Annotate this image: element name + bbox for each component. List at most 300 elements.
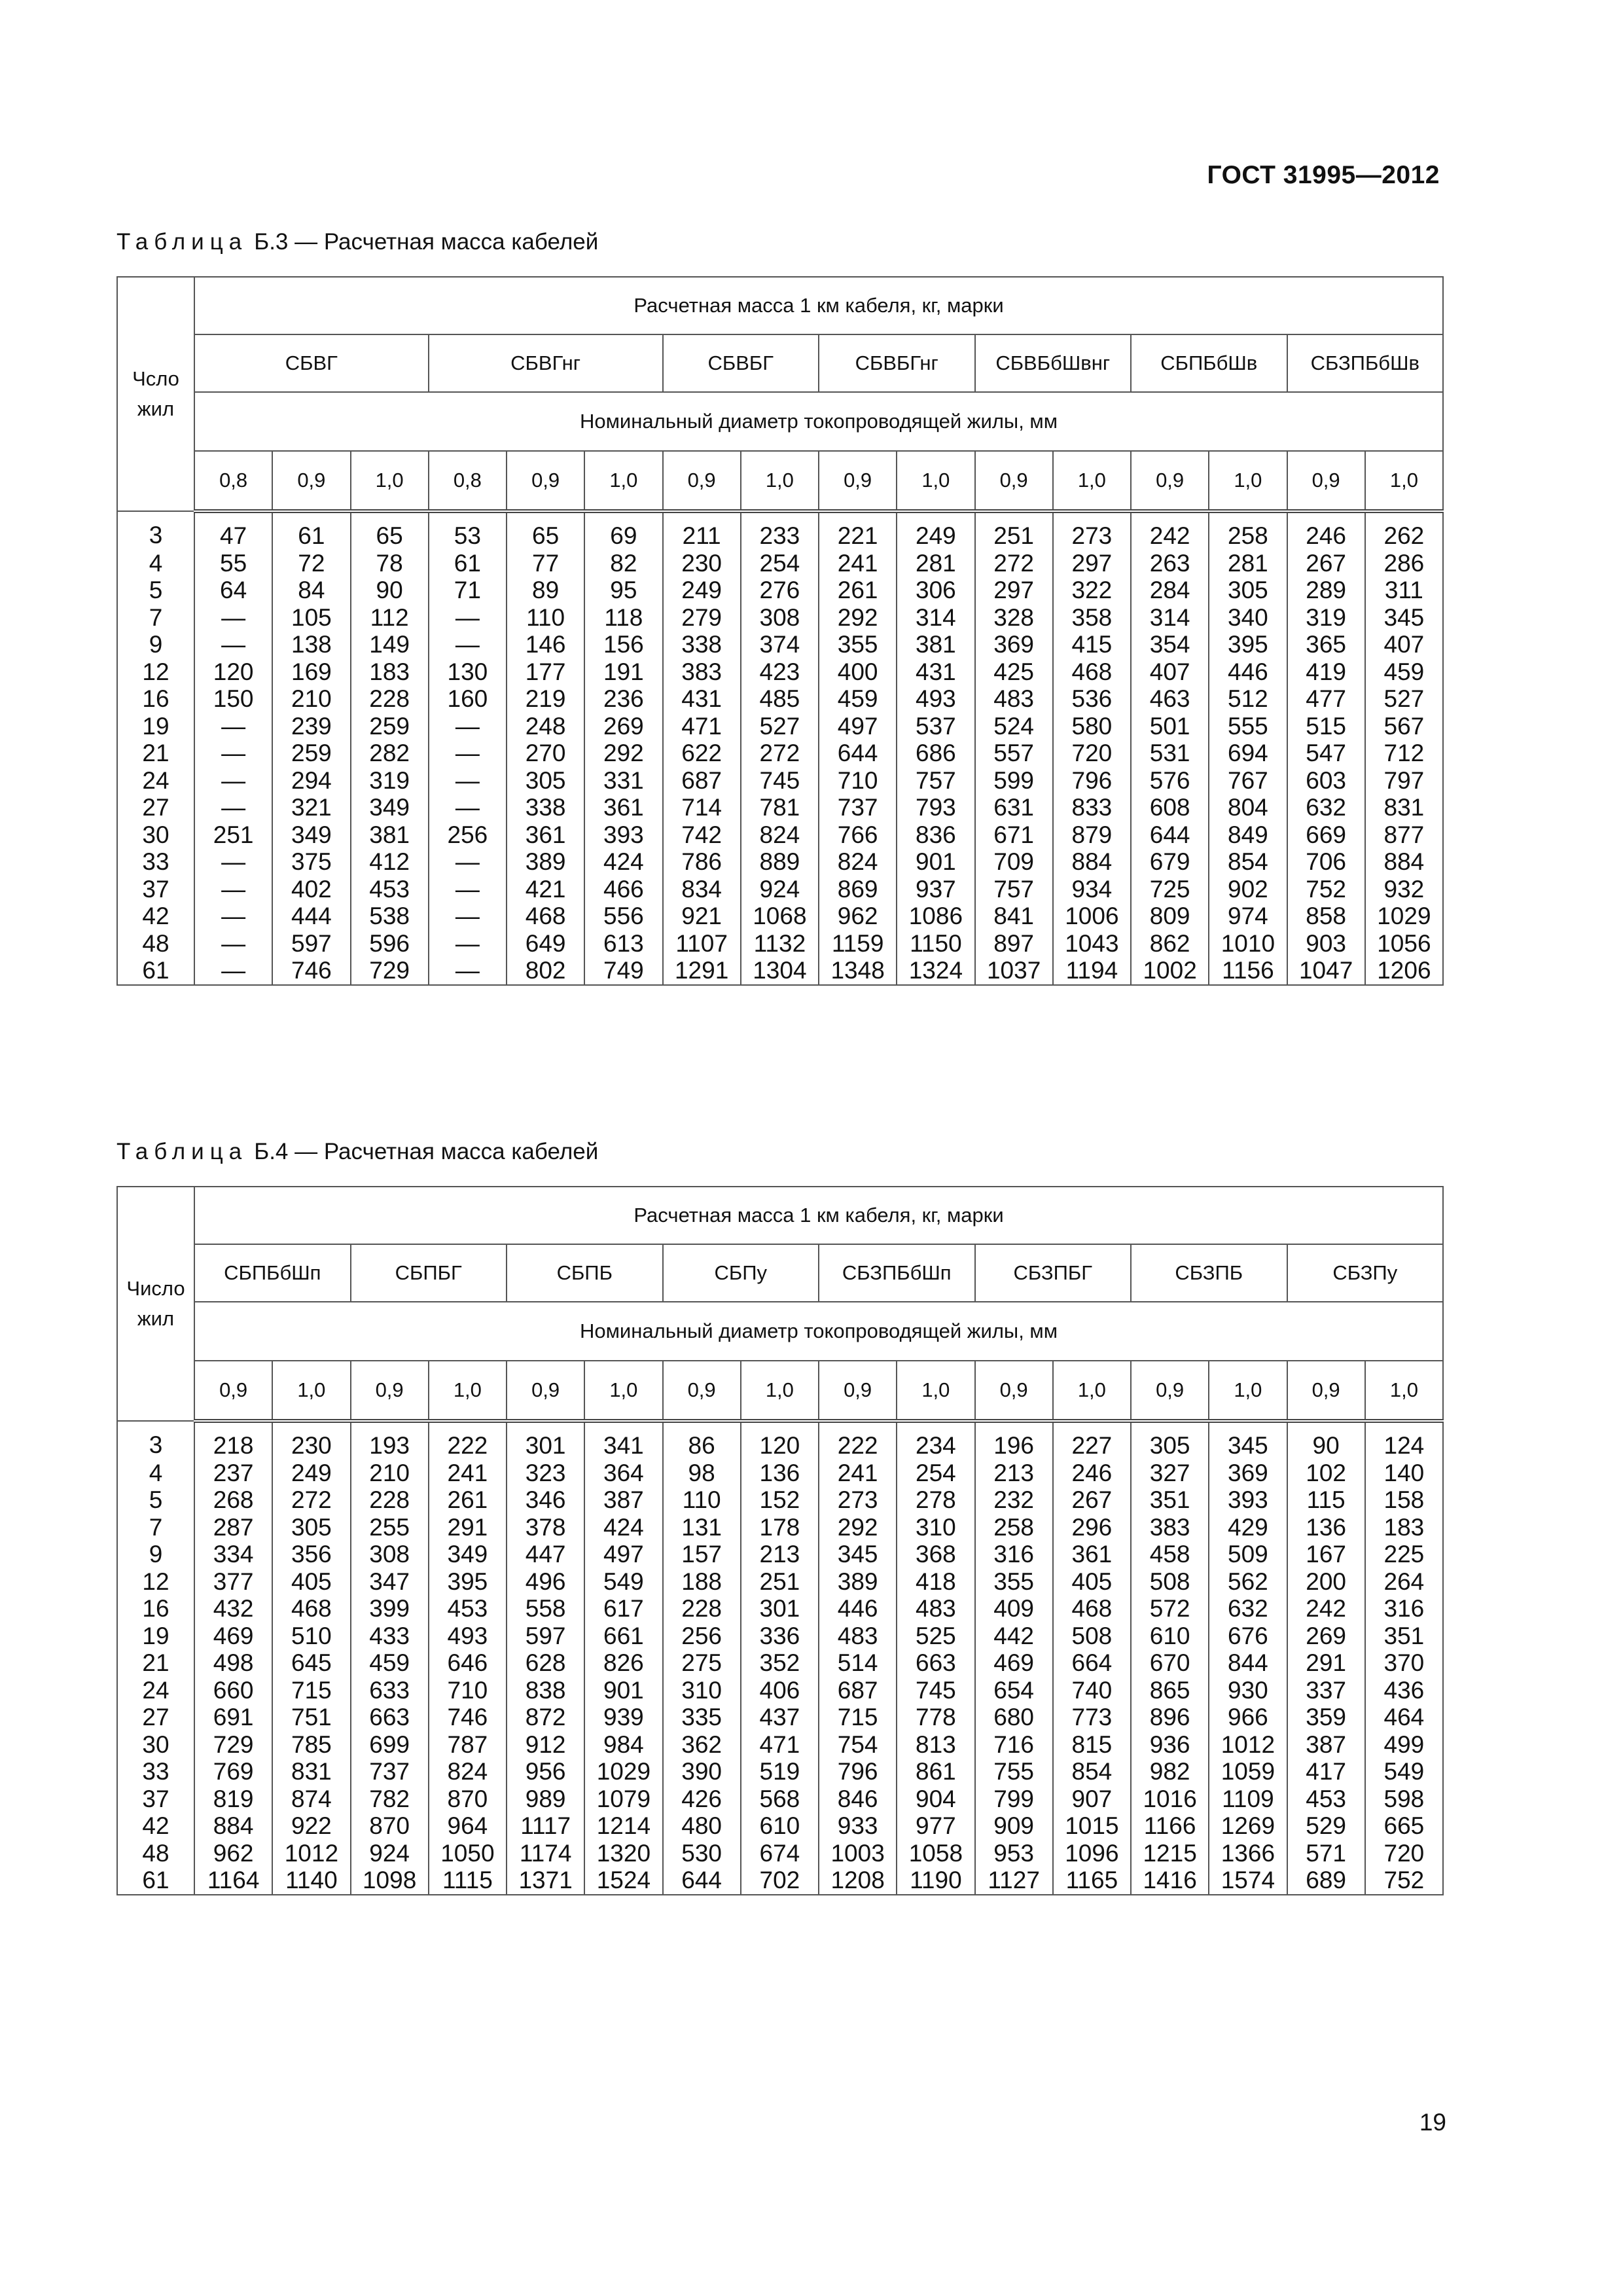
mass-cell: —	[429, 767, 507, 795]
diameter-value: 0,9	[975, 451, 1053, 511]
mass-cell: 1016	[1131, 1785, 1209, 1813]
diameter-value: 0,9	[351, 1361, 429, 1421]
mass-cell: 405	[1053, 1568, 1131, 1596]
mass-cell: 254	[897, 1460, 974, 1487]
diameter-value: 1,0	[272, 1361, 350, 1421]
mass-cell: 937	[897, 876, 974, 903]
mass-cell: 369	[1209, 1460, 1287, 1487]
mass-cell: 510	[272, 1623, 350, 1650]
mass-cell: 562	[1209, 1568, 1287, 1596]
standard-designation: ГОСТ 31995—2012	[1207, 161, 1440, 189]
mass-cell: 158	[1365, 1486, 1443, 1514]
mass-cell: 644	[819, 740, 897, 767]
mass-cell: 183	[1365, 1514, 1443, 1541]
mass-cell: 709	[975, 848, 1053, 876]
mass-cell: 1117	[507, 1812, 584, 1840]
mass-cell: 269	[584, 713, 662, 740]
mass-cell: 136	[1287, 1514, 1365, 1541]
mass-cell: 670	[1131, 1649, 1209, 1677]
mass-cell: 400	[819, 658, 897, 686]
cores-count-cell: 7	[117, 1514, 194, 1541]
mass-cell: 436	[1365, 1677, 1443, 1704]
mass-cell: 644	[1131, 821, 1209, 849]
mass-cell: 387	[1287, 1731, 1365, 1759]
mass-cell: 424	[584, 848, 662, 876]
mass-cell: 556	[584, 903, 662, 930]
mass-cell: 267	[1053, 1486, 1131, 1514]
mass-cell: 228	[351, 1486, 429, 1514]
mass-cell: —	[429, 903, 507, 930]
mass-cell: 191	[584, 658, 662, 686]
mass-cell: 745	[897, 1677, 974, 1704]
mass-cell: 69	[584, 511, 662, 550]
mass-cell: 234	[897, 1421, 974, 1460]
cores-count-cell: 21	[117, 740, 194, 767]
table-row	[117, 713, 1443, 740]
mass-cell: —	[194, 903, 272, 930]
mass-cell: —	[429, 740, 507, 767]
mass-cell: 305	[507, 767, 584, 795]
mass-cell: 622	[663, 740, 741, 767]
mass-cell: 469	[975, 1649, 1053, 1677]
mass-cell: 419	[1287, 658, 1365, 686]
mass-cell: 395	[429, 1568, 507, 1596]
mass-cell: 933	[819, 1812, 897, 1840]
diameter-value: 0,9	[819, 451, 897, 511]
mass-cell: 213	[741, 1541, 819, 1568]
diameter-value: 0,9	[663, 451, 741, 511]
mass-cell: —	[194, 848, 272, 876]
mass-cell: 907	[1053, 1785, 1131, 1813]
mass-cell: 710	[819, 767, 897, 795]
diameter-value: 0,9	[507, 1361, 584, 1421]
cores-count-cell: 3	[117, 1421, 194, 1460]
mass-cell: 824	[429, 1758, 507, 1785]
mass-cell: 749	[584, 957, 662, 985]
table-row	[117, 794, 1443, 821]
mass-cell: 433	[351, 1623, 429, 1650]
mass-cell: 1159	[819, 930, 897, 958]
mass-cell: 879	[1053, 821, 1131, 849]
mass-cell: 1115	[429, 1867, 507, 1895]
mass-cell: 115	[1287, 1486, 1365, 1514]
mass-cell: 1574	[1209, 1867, 1287, 1895]
mass-cell: 515	[1287, 713, 1365, 740]
mass-cell: 846	[819, 1785, 897, 1813]
mass-cell: 596	[351, 930, 429, 958]
table-row	[117, 1623, 1443, 1650]
mass-cell: 1190	[897, 1867, 974, 1895]
mass-cell: 493	[897, 685, 974, 713]
mass-cell: 480	[663, 1812, 741, 1840]
mass-cell: 858	[1287, 903, 1365, 930]
cores-count-cell: 16	[117, 685, 194, 713]
mass-cell: 236	[584, 685, 662, 713]
mass-cell: 301	[741, 1595, 819, 1623]
mass-cell: 346	[507, 1486, 584, 1514]
cores-count-cell: 12	[117, 658, 194, 686]
mass-cell: —	[194, 740, 272, 767]
mass-cell: 389	[819, 1568, 897, 1596]
mass-cell: 1208	[819, 1867, 897, 1895]
mass-cell: 341	[584, 1421, 662, 1460]
diameter-value: 0,9	[507, 451, 584, 511]
mass-cell: 715	[819, 1704, 897, 1731]
mass-cell: 549	[584, 1568, 662, 1596]
table-row	[117, 848, 1443, 876]
mass-cell: 286	[1365, 550, 1443, 577]
mass-cell: 355	[819, 631, 897, 658]
mass-cell: 249	[272, 1460, 350, 1487]
mass-cell: 311	[1365, 577, 1443, 604]
cores-count-cell: 48	[117, 930, 194, 958]
mass-cell: 934	[1053, 876, 1131, 903]
mass-cell: 674	[741, 1840, 819, 1867]
mass-cell: 901	[897, 848, 974, 876]
diameter-value: 1,0	[741, 1361, 819, 1421]
mass-cell: 809	[1131, 903, 1209, 930]
mass-cell: 797	[1365, 767, 1443, 795]
diameter-value: 0,9	[272, 451, 350, 511]
mass-cell: 228	[351, 685, 429, 713]
mass-cell: 793	[897, 794, 974, 821]
mass-cell: 496	[507, 1568, 584, 1596]
mass-cell: 802	[507, 957, 584, 985]
mass-cell: 453	[351, 876, 429, 903]
mass-cell: 305	[1209, 577, 1287, 604]
table-row	[117, 876, 1443, 903]
mass-cell: 531	[1131, 740, 1209, 767]
mass-cell: 664	[1053, 1649, 1131, 1677]
mass-cell: 773	[1053, 1704, 1131, 1731]
mass-cell: 815	[1053, 1731, 1131, 1759]
mass-cell: 1037	[975, 957, 1053, 985]
mass-cell: 281	[1209, 550, 1287, 577]
mass-cell: 296	[1053, 1514, 1131, 1541]
mass-cell: 393	[584, 821, 662, 849]
cores-count-cell: 42	[117, 903, 194, 930]
mass-cell: 752	[1365, 1867, 1443, 1895]
mass-cell: 889	[741, 848, 819, 876]
mass-cell: 228	[663, 1595, 741, 1623]
mass-cell: 1056	[1365, 930, 1443, 958]
diameter-value: 1,0	[897, 1361, 974, 1421]
mass-cell: 211	[663, 511, 741, 550]
mass-cell: 263	[1131, 550, 1209, 577]
mass-cell: 351	[1131, 1486, 1209, 1514]
diameter-value: 1,0	[351, 451, 429, 511]
mass-cell: —	[429, 957, 507, 985]
mass-cell: 292	[819, 604, 897, 632]
mass-cell: 497	[819, 713, 897, 740]
table-row	[117, 930, 1443, 958]
mass-cell: 519	[741, 1758, 819, 1785]
mass-cell: 453	[429, 1595, 507, 1623]
mass-cell: 599	[975, 767, 1053, 795]
mass-cell: 152	[741, 1486, 819, 1514]
cores-count-cell: 12	[117, 1568, 194, 1596]
mass-cell: 349	[351, 794, 429, 821]
mass-cell: 423	[741, 658, 819, 686]
mass-cell: 964	[429, 1812, 507, 1840]
mass-cell: 275	[663, 1649, 741, 1677]
mass-cell: 131	[663, 1514, 741, 1541]
mass-cell: 527	[741, 713, 819, 740]
mass-cell: 140	[1365, 1460, 1443, 1487]
mass-cell: 364	[584, 1460, 662, 1487]
mass-cell: 597	[507, 1623, 584, 1650]
mass-cell: 222	[819, 1421, 897, 1460]
mass-cell: 335	[663, 1704, 741, 1731]
mass-cell: 167	[1287, 1541, 1365, 1568]
mass-cell: 281	[897, 550, 974, 577]
caption-word: Таблица	[116, 229, 248, 255]
mass-cell: 178	[741, 1514, 819, 1541]
mass-cell: 872	[507, 1704, 584, 1731]
cores-count-cell: 30	[117, 1731, 194, 1759]
mass-cell: 225	[1365, 1541, 1443, 1568]
mass-cell: 849	[1209, 821, 1287, 849]
mass-cell: 130	[429, 658, 507, 686]
mass-cell: 649	[507, 930, 584, 958]
cores-count-cell: 61	[117, 1867, 194, 1895]
mass-cell: 273	[819, 1486, 897, 1514]
mass-cell: 725	[1131, 876, 1209, 903]
mass-cell: 1140	[272, 1867, 350, 1895]
mass-cell: 405	[272, 1568, 350, 1596]
mass-cell: 241	[429, 1460, 507, 1487]
mass-cell: 746	[429, 1704, 507, 1731]
mass-cell: 338	[507, 794, 584, 821]
mass-cell: 418	[897, 1568, 974, 1596]
mass-cell: 258	[1209, 511, 1287, 550]
mass-cell: 319	[1287, 604, 1365, 632]
mass-cell: 276	[741, 577, 819, 604]
mass-cell: 381	[897, 631, 974, 658]
mass-cell: 444	[272, 903, 350, 930]
mass-cell: 1012	[1209, 1731, 1287, 1759]
mass-cell: 447	[507, 1541, 584, 1568]
mass-cell: 352	[741, 1649, 819, 1677]
mass-cell: 314	[1131, 604, 1209, 632]
mass-cell: 305	[272, 1514, 350, 1541]
diameter-value: 1,0	[1365, 451, 1443, 511]
mass-cell: 407	[1365, 631, 1443, 658]
mass-cell: 1132	[741, 930, 819, 958]
mass-cell: 345	[1365, 604, 1443, 632]
table-row	[117, 1541, 1443, 1568]
mass-cell: 365	[1287, 631, 1365, 658]
mass-table	[116, 276, 1444, 986]
table-b4-caption	[116, 1139, 598, 1165]
mass-cell: 598	[1365, 1785, 1443, 1813]
cores-count-cell: 33	[117, 848, 194, 876]
mass-cell: 628	[507, 1649, 584, 1677]
mass-cell: 261	[429, 1486, 507, 1514]
mass-cell: 1029	[584, 1758, 662, 1785]
mass-cell: 1320	[584, 1840, 662, 1867]
mass-cell: 904	[897, 1785, 974, 1813]
mass-cell: 468	[507, 903, 584, 930]
mass-cell: 568	[741, 1785, 819, 1813]
mass-cell: 1150	[897, 930, 974, 958]
mass-cell: 742	[663, 821, 741, 849]
mass-cell: 861	[897, 1758, 974, 1785]
mass-cell: 989	[507, 1785, 584, 1813]
mass-cell: 796	[1053, 767, 1131, 795]
mass-cell: 1215	[1131, 1840, 1209, 1867]
brand-header: СБЗПБГ	[975, 1244, 1132, 1302]
mass-cell: 854	[1053, 1758, 1131, 1785]
diameter-value: 1,0	[1209, 1361, 1287, 1421]
mass-cell: 213	[975, 1460, 1053, 1487]
mass-cell: 909	[975, 1812, 1053, 1840]
mass-cell: 323	[507, 1460, 584, 1487]
mass-cell: 646	[429, 1649, 507, 1677]
page-number: 19	[1419, 2109, 1446, 2136]
mass-cell: 714	[663, 794, 741, 821]
mass-cell: 409	[975, 1595, 1053, 1623]
brand-header: СБПу	[663, 1244, 819, 1302]
mass-cell: 558	[507, 1595, 584, 1623]
mass-cell: 78	[351, 550, 429, 577]
mass-cell: 425	[975, 658, 1053, 686]
mass-cell: 498	[194, 1649, 272, 1677]
mass-cell: 424	[584, 1514, 662, 1541]
mass-cell: 278	[897, 1486, 974, 1514]
mass-cell: 105	[272, 604, 350, 632]
mass-cell: 468	[1053, 1595, 1131, 1623]
mass-cell: 446	[819, 1595, 897, 1623]
mass-cell: 854	[1209, 848, 1287, 876]
mass-cell: 188	[663, 1568, 741, 1596]
caption-word: Таблица	[116, 1139, 248, 1164]
mass-cell: 720	[1365, 1840, 1443, 1867]
mass-cell: 390	[663, 1758, 741, 1785]
mass-cell: 576	[1131, 767, 1209, 795]
mass-cell: 1214	[584, 1812, 662, 1840]
mass-cell: 287	[194, 1514, 272, 1541]
mass-cell: 308	[351, 1541, 429, 1568]
mass-cell: 1015	[1053, 1812, 1131, 1840]
table-row	[117, 550, 1443, 577]
mass-cell: 508	[1131, 1568, 1209, 1596]
mass-cell: 547	[1287, 740, 1365, 767]
mass-cell: —	[194, 713, 272, 740]
diameter-header: Номинальный диаметр токопроводящей жилы, мм	[194, 392, 1443, 451]
mass-cell: 862	[1131, 930, 1209, 958]
mass-cell: 77	[507, 550, 584, 577]
mass-cell: 242	[1131, 511, 1209, 550]
mass-cell: 1291	[663, 957, 741, 985]
table-row	[117, 1704, 1443, 1731]
mass-cell: 316	[1365, 1595, 1443, 1623]
mass-cell: 778	[897, 1704, 974, 1731]
cores-column-header: Чсло жил	[117, 277, 194, 511]
mass-cell: 524	[975, 713, 1053, 740]
header-row-brands	[117, 1244, 1443, 1302]
mass-cell: 537	[897, 713, 974, 740]
mass-cell: 567	[1365, 713, 1443, 740]
mass-cell: 64	[194, 577, 272, 604]
brand-header: СБЗПу	[1287, 1244, 1444, 1302]
mass-cell: 813	[897, 1731, 974, 1759]
mass-cell: 261	[819, 577, 897, 604]
table-row	[117, 511, 1443, 550]
mass-cell: 377	[194, 1568, 272, 1596]
mass-cell: 340	[1209, 604, 1287, 632]
mass-cell: 897	[975, 930, 1053, 958]
mass-cell: 493	[429, 1623, 507, 1650]
mass-cell: 977	[897, 1812, 974, 1840]
mass-cell: 679	[1131, 848, 1209, 876]
mass-cell: 1086	[897, 903, 974, 930]
mass-cell: 291	[1287, 1649, 1365, 1677]
mass-cell: 95	[584, 577, 662, 604]
cores-count-cell: 5	[117, 577, 194, 604]
mass-cell: 716	[975, 1731, 1053, 1759]
mass-cell: —	[429, 713, 507, 740]
mass-cell: 120	[194, 658, 272, 686]
mass-cell: 232	[975, 1486, 1053, 1514]
brand-header: СБВГ	[194, 334, 429, 392]
brand-header: СБВБГ	[663, 334, 819, 392]
diameter-value: 1,0	[429, 1361, 507, 1421]
mass-cell: 924	[351, 1840, 429, 1867]
mass-cell: 297	[1053, 550, 1131, 577]
mass-cell: 200	[1287, 1568, 1365, 1596]
mass-cell: 358	[1053, 604, 1131, 632]
mass-cell: 884	[194, 1812, 272, 1840]
caption-text: Б.3 — Расчетная масса кабелей	[254, 229, 599, 255]
mass-cell: 393	[1209, 1486, 1287, 1514]
mass-cell: 680	[975, 1704, 1053, 1731]
table-row	[117, 767, 1443, 795]
mass-cell: 432	[194, 1595, 272, 1623]
mass-cell: 1165	[1053, 1867, 1131, 1895]
mass-cell: 322	[1053, 577, 1131, 604]
mass-cell: 314	[897, 604, 974, 632]
mass-cell: 633	[351, 1677, 429, 1704]
mass-cell: 361	[584, 794, 662, 821]
mass-cell: 412	[351, 848, 429, 876]
mass-cell: 538	[351, 903, 429, 930]
table-row	[117, 1514, 1443, 1541]
mass-cell: 769	[194, 1758, 272, 1785]
mass-cell: 1043	[1053, 930, 1131, 958]
table-row	[117, 1867, 1443, 1895]
mass-cell: 1371	[507, 1867, 584, 1895]
cores-count-cell: 16	[117, 1595, 194, 1623]
mass-cell: 86	[663, 1421, 741, 1460]
mass-cell: 221	[819, 511, 897, 550]
mass-cell: 984	[584, 1731, 662, 1759]
mass-cell: 501	[1131, 713, 1209, 740]
mass-cell: 1164	[194, 1867, 272, 1895]
mass-cell: 1194	[1053, 957, 1131, 985]
mass-cell: 706	[1287, 848, 1365, 876]
mass-cell: 239	[272, 713, 350, 740]
mass-cell: 729	[194, 1731, 272, 1759]
mass-cell: 241	[819, 1460, 897, 1487]
mass-cell: 270	[507, 740, 584, 767]
mass-cell: 903	[1287, 930, 1365, 958]
mass-cell: 349	[429, 1541, 507, 1568]
mass-cell: 469	[194, 1623, 272, 1650]
mass-cell: —	[429, 631, 507, 658]
mass-cell: 689	[1287, 1867, 1365, 1895]
mass-cell: 754	[819, 1731, 897, 1759]
